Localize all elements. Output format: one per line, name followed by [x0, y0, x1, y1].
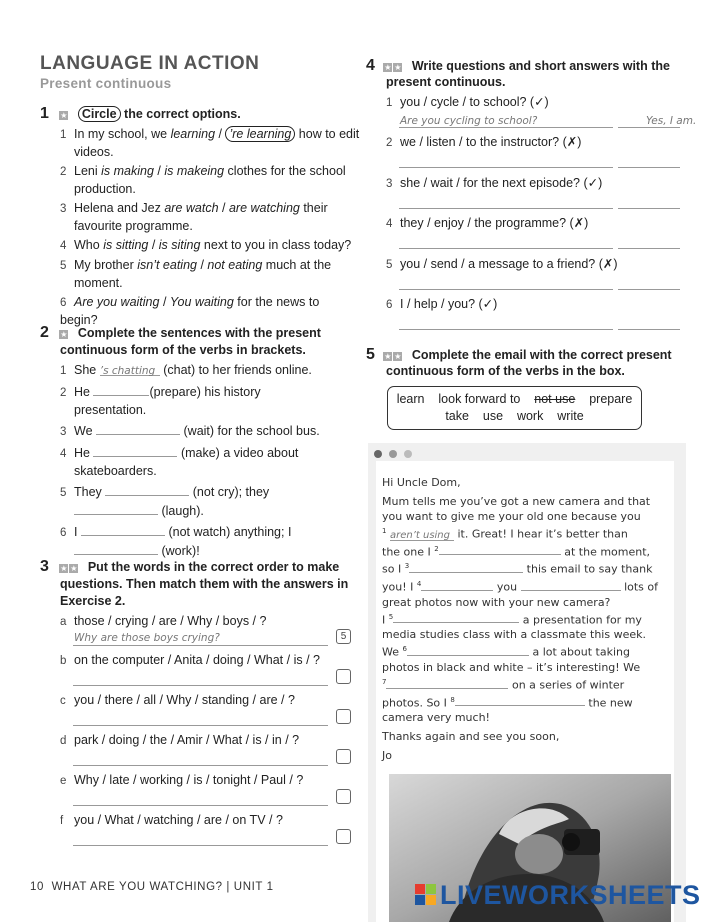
window-dot-icon	[374, 450, 382, 458]
list-item: 3 We (wait) for the school bus.	[60, 424, 320, 438]
list-item: 1 you / cycle / to school? (✓)	[386, 95, 549, 109]
gap-7[interactable]	[386, 676, 508, 689]
email-closing: Thanks again and see you soon,	[382, 730, 560, 744]
question-line[interactable]	[399, 167, 613, 168]
instruction: Exercise 2.	[60, 594, 126, 608]
match-box[interactable]	[336, 829, 351, 844]
instruction: the correct options.	[124, 107, 241, 122]
list-item: 1 In my school, we learning / ’re learning how to edit videos.	[60, 127, 360, 159]
word: use	[482, 409, 504, 423]
answer-field[interactable]: ’s chatting	[100, 363, 160, 376]
answer-field[interactable]	[81, 523, 165, 536]
exercise-5	[366, 346, 696, 364]
option[interactable]: are watch	[164, 201, 219, 215]
exercise-number: 2	[40, 324, 49, 342]
answer-line[interactable]	[73, 685, 328, 686]
email-signature: Jo	[382, 749, 392, 763]
match-box[interactable]	[336, 709, 351, 724]
answer-text: Are you cycling to school?	[400, 115, 538, 127]
window-dot-icon	[404, 450, 412, 458]
answer-line[interactable]	[73, 725, 328, 726]
list-item: b on the computer / Anita / doing / What / is / ?	[60, 653, 320, 667]
short-answer-line[interactable]	[618, 167, 680, 168]
word: work	[516, 409, 544, 423]
exercise-number: 4	[366, 57, 375, 75]
star-icon: ★	[394, 352, 402, 361]
exercise-4	[366, 57, 686, 75]
footer-text: WHAT ARE YOU WATCHING? | UNIT 1	[51, 881, 274, 893]
liveworksheets-logo	[415, 884, 437, 906]
option[interactable]: isn’t eating	[137, 258, 197, 272]
list-item: 1 She ’s chatting (chat) to her friends online.	[60, 363, 312, 377]
exercise-3	[40, 558, 360, 576]
option[interactable]: is siting	[158, 238, 201, 252]
list-item: 2 He (prepare) his history presentation.	[60, 385, 261, 417]
option[interactable]: is makeing	[164, 164, 225, 178]
list-item: e Why / late / working / is / tonight / Paul / ?	[60, 773, 304, 787]
gap-2[interactable]	[439, 542, 561, 555]
list-item: c you / there / all / Why / standing / are / ?	[60, 693, 295, 707]
star-icon: ★	[384, 63, 392, 72]
word: look forward to	[438, 392, 521, 406]
gap-6[interactable]	[407, 643, 529, 656]
page-title: LANGUAGE IN ACTION	[40, 53, 260, 74]
question-line[interactable]	[399, 329, 613, 330]
instruction: questions. Then match them with the answers in	[60, 577, 349, 591]
short-answer-text: Yes, I am.	[646, 115, 697, 127]
gap-4[interactable]	[421, 578, 493, 591]
answer-line[interactable]	[73, 805, 328, 806]
answer-field[interactable]	[93, 444, 177, 457]
circle-label: Circle	[78, 106, 121, 122]
star-icon: ★	[60, 330, 68, 339]
option[interactable]: You waiting	[169, 295, 234, 309]
answer-text: Why are those boys crying?	[74, 632, 220, 644]
short-answer-line[interactable]	[618, 289, 680, 290]
email-body: Hi Uncle Dom, Mum tells me you’ve got a new camera and that you want to give me your old one because you $^1$ aren’t using it. Great! I hear it’s better than the one I $^2$ at the moment, so I $^3$ this email to say thank you! I $^4$ you lots of great photos now with your new camera? I $^5$ a presentation for my media studies class with a classmate this week. We $^6$ a lot about taking photos in black and white – it’s interesting! We $^7$ on a series of winter photos. So I $^8$ the new camera very much! Thanks again and see you soon, Jo	[376, 461, 674, 922]
question-line[interactable]	[399, 208, 613, 209]
list-item: 5 They (not cry); they (laugh).	[60, 485, 270, 518]
exercise-1-header	[40, 105, 360, 123]
short-answer-line[interactable]	[618, 208, 680, 209]
word: not use	[534, 392, 576, 406]
answer-field[interactable]	[96, 422, 180, 435]
list-item: 3 Helena and Jez are watch / are watching their favourite programme.	[60, 201, 328, 233]
star-icon: ★	[60, 111, 68, 120]
question-line[interactable]	[399, 248, 613, 249]
watermark-text: LIVEWORKSHEETS	[440, 880, 701, 910]
page-number: 10	[30, 881, 44, 893]
list-item: 6 Are you waiting / You waiting for the news to begin?	[60, 295, 320, 327]
instruction: continuous form of the verbs in brackets.	[60, 343, 306, 357]
option[interactable]: are watching	[228, 201, 300, 215]
gap-4b[interactable]	[521, 578, 621, 591]
word-box	[387, 386, 642, 430]
instruction: Write questions and short answers with the	[411, 59, 670, 74]
exercise-number: 5	[366, 346, 375, 364]
list-item: 4 they / enjoy / the programme? (✗)	[386, 216, 589, 230]
instruction: present continuous.	[386, 75, 506, 89]
match-box[interactable]	[336, 669, 351, 684]
list-item: 2 we / listen / to the instructor? (✗)	[386, 135, 582, 149]
list-item: f you / What / watching / are / on TV / ?	[60, 813, 283, 827]
question-line[interactable]	[399, 289, 613, 290]
option[interactable]: not eating	[207, 258, 263, 272]
question-line[interactable]	[399, 127, 613, 128]
answer-field[interactable]	[74, 542, 158, 555]
exercise-number: 1	[40, 105, 49, 123]
answer-field[interactable]	[74, 502, 158, 515]
list-item: 5 you / send / a message to a friend? (✗)	[386, 257, 618, 271]
answer-field[interactable]	[93, 383, 149, 396]
email-greeting: Hi Uncle Dom,	[382, 476, 461, 489]
match-box[interactable]: 5	[336, 629, 351, 644]
exercise-2-items	[60, 362, 360, 560]
answer-line[interactable]	[73, 645, 328, 646]
exercise-number: 3	[40, 558, 49, 576]
list-item: d park / doing / the / Amir / What / is / in / ?	[60, 733, 300, 747]
window-dot-icon	[389, 450, 397, 458]
list-item: a those / crying / are / Why / boys / ?	[60, 614, 267, 628]
answer-line[interactable]	[73, 765, 328, 766]
word: write	[557, 409, 584, 423]
list-item: 5 My brother isn’t eating / not eating much at the moment.	[60, 258, 332, 290]
footer	[30, 881, 274, 893]
option[interactable]: ’re learning	[225, 126, 295, 142]
star-icon: ★	[384, 352, 392, 361]
word: take	[445, 409, 469, 423]
gap-3[interactable]	[409, 560, 523, 573]
list-item: 6 I / help / you? (✓)	[386, 297, 498, 311]
star-icon: ★	[70, 564, 78, 573]
instruction: Complete the sentences with the present	[77, 326, 321, 341]
instruction: continuous form of the verbs in the box.	[386, 364, 625, 378]
option[interactable]: learning	[170, 127, 216, 141]
star-icon: ★	[60, 564, 68, 573]
answer-field[interactable]	[105, 483, 189, 496]
exercise-1-items	[60, 126, 360, 329]
option[interactable]: is making	[101, 164, 154, 178]
list-item: 6 I (not watch) anything; I (work)!	[60, 525, 292, 558]
option[interactable]: Are you waiting	[74, 295, 160, 309]
exercise-2	[40, 324, 360, 342]
match-box[interactable]	[336, 789, 351, 804]
difficulty-stars	[59, 105, 69, 123]
word: learn	[396, 392, 425, 406]
short-answer-line[interactable]	[618, 248, 680, 249]
match-box[interactable]	[336, 749, 351, 764]
page-subtitle: Present continuous	[40, 76, 172, 91]
list-item: 4 He (make) a video about skateboarders.	[60, 446, 299, 478]
list-item: 4 Who is sitting / is siting next to you in class today?	[60, 238, 352, 252]
list-item: 2 Leni is making / is makeing clothes for the school production.	[60, 164, 346, 196]
list-item: 3 she / wait / for the next episode? (✓)	[386, 176, 603, 190]
instruction: Put the words in the correct order to make	[87, 560, 340, 575]
gap-8[interactable]	[455, 693, 585, 706]
gap-1[interactable]: aren’t using	[390, 528, 454, 541]
short-answer-line[interactable]	[618, 329, 680, 330]
option[interactable]: is sitting	[103, 238, 149, 252]
email-window	[368, 443, 686, 922]
gap-5[interactable]	[393, 610, 519, 623]
answer-line[interactable]	[73, 845, 328, 846]
exercise-1	[40, 105, 360, 123]
short-answer-line[interactable]	[618, 127, 680, 128]
word: prepare	[589, 392, 633, 406]
instruction: Complete the email with the correct present	[411, 348, 672, 363]
star-icon: ★	[394, 63, 402, 72]
